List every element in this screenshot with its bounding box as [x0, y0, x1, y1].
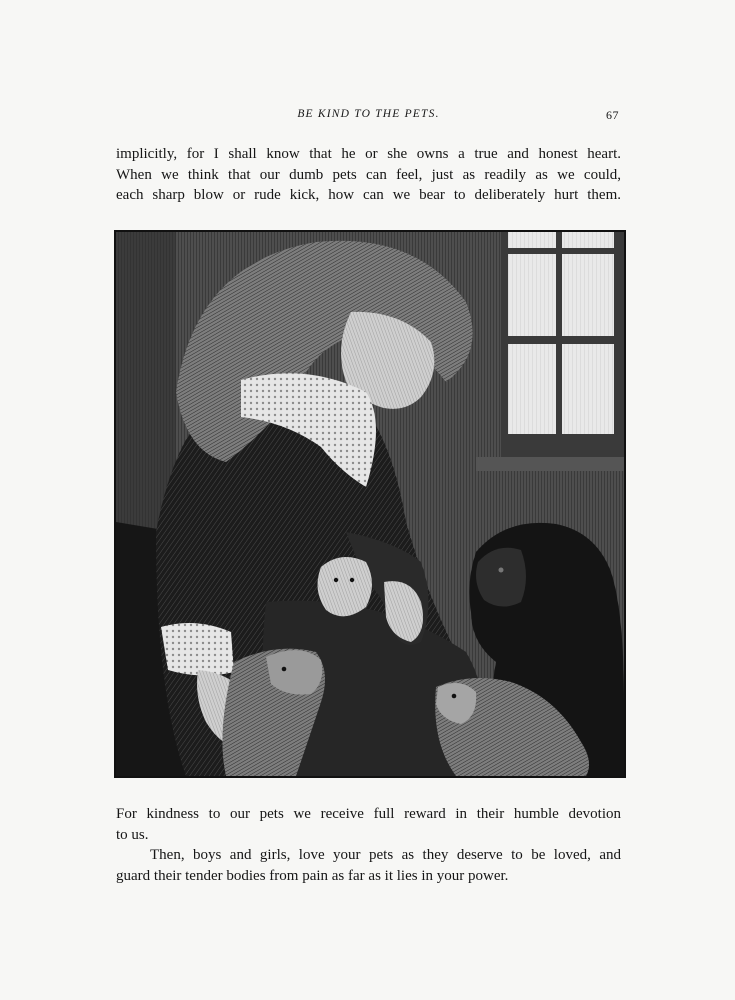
- kitten-eye: [350, 578, 354, 582]
- running-title: BE KIND TO THE PETS.: [297, 108, 440, 120]
- black-dog-eye: [499, 568, 504, 573]
- sleeve-cuff: [161, 623, 234, 676]
- kitten: [317, 557, 372, 616]
- text-line: implicitly, for I shall know that he or she owns a true and honest heart.: [116, 146, 621, 162]
- text-line: When we think that our dumb pets can feel, just as readily as we could,: [116, 166, 621, 183]
- paragraph-bottom-1: [116, 804, 621, 845]
- text-line: each sharp blow or rude kick, how can we bear to deliberately hurt them.: [116, 187, 621, 203]
- paragraph-top: [116, 144, 621, 206]
- window-sill: [476, 457, 624, 471]
- text-line: For kindness to our pets we receive full reward in their humble devotion: [116, 806, 621, 822]
- window-pane: [508, 344, 556, 434]
- text-line: Then, boys and girls, love your pets as they deserve to be loved, and: [150, 847, 621, 863]
- spaniel-eye: [452, 694, 457, 699]
- kitten-eye: [334, 578, 338, 582]
- window-pane: [562, 344, 614, 434]
- window-pane: [562, 254, 614, 336]
- terrier-eye: [282, 667, 287, 672]
- engraving-illustration: [114, 230, 626, 778]
- text-line: guard their tender bodies from pain as far as it lies in your power.: [116, 867, 509, 884]
- window-pane: [562, 232, 614, 248]
- window-pane: [508, 254, 556, 336]
- running-head: [116, 108, 621, 128]
- page-number: 67: [606, 108, 619, 122]
- text-line: to us.: [116, 826, 149, 843]
- paragraph-bottom-2: [116, 845, 621, 886]
- window-pane: [508, 232, 556, 248]
